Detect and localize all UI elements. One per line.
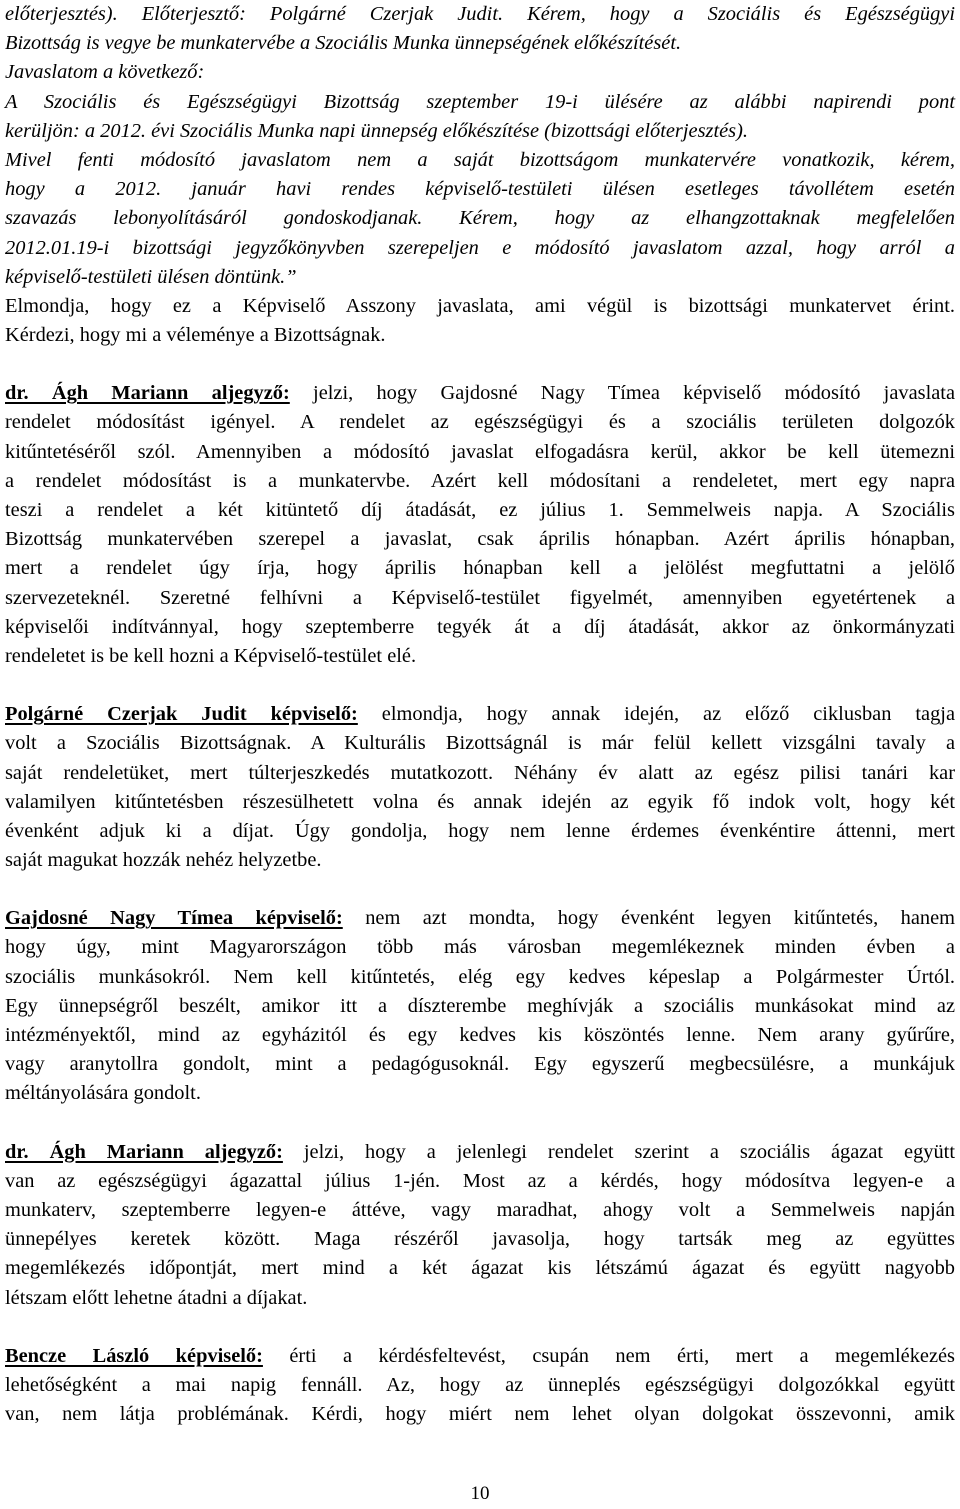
paragraph-agh-1 (5, 379, 955, 671)
paragraph-gajdosne (5, 904, 955, 1108)
text-line: szavazás lebonyolításáról gondoskodjanak. Kérem, hogy az elhangzottaknak megfelelően (5, 207, 955, 230)
document-page (5, 0, 955, 1429)
text-line: teszi a rendelet a két kitüntető díj átadását, ez július 1. Semmelweis napja. A Szociális (5, 499, 955, 521)
text-line: rendeletet is be kell hozni a Képviselő-testület elé. (5, 644, 417, 667)
paragraph-bencze (5, 1342, 955, 1430)
speaker-label: Gajdosné Nagy Tímea képviselő: (5, 907, 343, 930)
text-line: Mivel fenti módosító javaslatom nem a saját bizottságom munkatervére vonatkozik, kérem, (5, 148, 955, 171)
text-line: van, nem látja problémának. Kérdi, hogy miért nem lehet olyan dolgokat összevonni, amik (5, 1403, 955, 1426)
text-line: képviselői indítvánnyal, hogy szeptemberre tegyék át a díj átadását, akkor az önkormányzati (5, 615, 955, 638)
text-line: ünnepélyes keretek között. Maga részéről javasolja, hogy tartsák meg az együttes (5, 1228, 955, 1251)
speaker-statement: érti a kérdésfeltevést, csupán nem érti, mert a megemlékezés (262, 1344, 955, 1367)
page-number: 10 (470, 1483, 490, 1504)
text-line: munkaterv, szeptemberre legyen-e áttéve, vagy maradhat, ahogy volt a Semmelweis napján (5, 1198, 955, 1221)
text-line: Bizottság is vegye be munkatervébe a Szociális Munka ünnepségének előkészítését. (5, 32, 682, 55)
text-line: rendelet módosítást igényel. A rendelet az egészségügyi és a szociális területen dolgozók (5, 411, 955, 434)
speaker-statement: elmondja, hogy annak idején, az előző ciklusban tagja (357, 703, 955, 726)
speaker-statement: jelzi, hogy Gajdosné Nagy Tímea képviselő módosító javaslata (289, 382, 955, 405)
text-line: a rendelet módosítást is a munkatervbe. Azért kell módosítani a rendeletet, mert egy napra (5, 469, 955, 492)
text-line: 2012.01.19-i bizottsági jegyzőkönyvben szerepeljen e módosító javaslatom azzal, hogy arról a (5, 236, 955, 259)
text-line: szociális munkásokról. Nem kell kitűntetés, elég egy kedves képeslap a Polgármester Úrtól. (5, 965, 955, 988)
text-line: Javaslatom a következő: (5, 61, 205, 84)
text-line: intézményektől, mind az egyházitól és egy kedves kis köszöntés lenne. Nem arany gyűrűre, (5, 1024, 955, 1046)
text-line: mert a rendelet úgy írja, hogy április hónapban kell a jelölést megfuttatni a jelölő (5, 557, 955, 580)
text-line: hogy a 2012. január havi rendes képviselő-testületi ülésen esetleges távollétem esetén (5, 178, 955, 201)
text-line: lehetőségként a mai napig fennáll. Az, hogy az ünneplés egészségügyi dolgozókkal együtt (5, 1373, 955, 1396)
text-line: előterjesztés). Előterjesztő: Polgárné Czerjak Judit. Kérem, hogy a Szociális és Egészségügyi (5, 3, 955, 25)
speaker-label: Polgárné Czerjak Judit képviselő: (5, 703, 358, 726)
text-line: valamilyen kitűntetésben részesülhetett volna és annak idején az egyik fő indok volt, hogy két (5, 790, 955, 813)
text-line: Kérdezi, hogy mi a véleménye a Bizottságnak. (5, 324, 386, 347)
text-line: szervezeteknél. Szeretné felhívni a Képviselő-testület figyelmét, amennyiben egyetértenek a (5, 586, 955, 609)
text-line: saját rendeletüket, mert túlterjeszkedés mutatkozott. Néhány év alatt az egész pilisi tanári kar (5, 761, 955, 784)
text-line: Elmondja, hogy ez a Képviselő Asszony javaslata, ami végül is bizottsági munkatervet érint. (5, 294, 955, 317)
text-line: megemlékezés időpontját, mert mind a két ágazat kis létszámú ágazat és együtt nagyobb (5, 1257, 955, 1280)
text-line (5, 379, 955, 408)
text-line (5, 1138, 955, 1167)
paragraph-czerjak (5, 700, 955, 875)
text-line: kerüljön: a 2012. évi Szociális Munka napi ünnepség előkészítése (bizottsági előterjesztés). (5, 119, 748, 142)
text-line (5, 1342, 955, 1371)
speaker-statement: nem azt mondta, hogy évenként legyen kitűntetés, hanem (342, 907, 955, 930)
speaker-statement: jelzi, hogy a jelenlegi rendelet szerint a szociális ágazat együtt (282, 1140, 955, 1163)
text-line: volt a Szociális Bizottságnak. A Kulturális Bizottságnál is már felül kellett vizsgálni tavaly a (5, 732, 955, 755)
text-line (5, 904, 955, 933)
speaker-label: dr. Ágh Mariann aljegyző: (5, 382, 290, 405)
text-line: van az egészségügyi ágazattal július 1-jén. Most az a kérdés, hogy módosítva legyen-e a (5, 1169, 955, 1192)
paragraph-proposal (5, 0, 955, 350)
paragraph-agh-2 (5, 1138, 955, 1313)
text-line: vagy aranytollra gondolt, mint a pedagógusoknál. Egy egyszerű megbecsülésre, a munkájuk (5, 1053, 955, 1076)
text-line: kitűntetéséről szól. Amennyiben a módosító javaslat elfogadásra kerül, akkor be kell ütemezni (5, 440, 955, 463)
text-line (5, 700, 955, 729)
text-line: évenként adjuk ki a díjat. Úgy gondolja, hogy nem lenne érdemes évenkéntire áttenni, mert (5, 819, 955, 842)
text-line: A Szociális és Egészségügyi Bizottság szeptember 19-i ülésére az alábbi napirendi pont (5, 90, 955, 113)
text-line: képviselő-testületi ülésen döntünk.” (5, 265, 297, 288)
text-line: saját magukat hozzák nehéz helyzetbe. (5, 849, 322, 872)
text-line: létszam előtt lehetne átadni a díjakat. (5, 1286, 308, 1309)
text-line: méltányolására gondolt. (5, 1082, 201, 1105)
text-line: hogy úgy, mint Magyarországon több más városban megemlékeznek minden évben a (5, 936, 955, 959)
speaker-label: Bencze László képviselő: (5, 1344, 263, 1367)
speaker-label: dr. Ágh Mariann aljegyző: (5, 1140, 283, 1163)
text-line: Bizottság munkatervében szerepel a javaslat, csak április hónapban. Azért április hónapban, (5, 528, 955, 551)
text-line: Egy ünnepségről beszélt, amikor itt a díszterembe meghívják a szociális munkásokat mind az (5, 994, 955, 1017)
